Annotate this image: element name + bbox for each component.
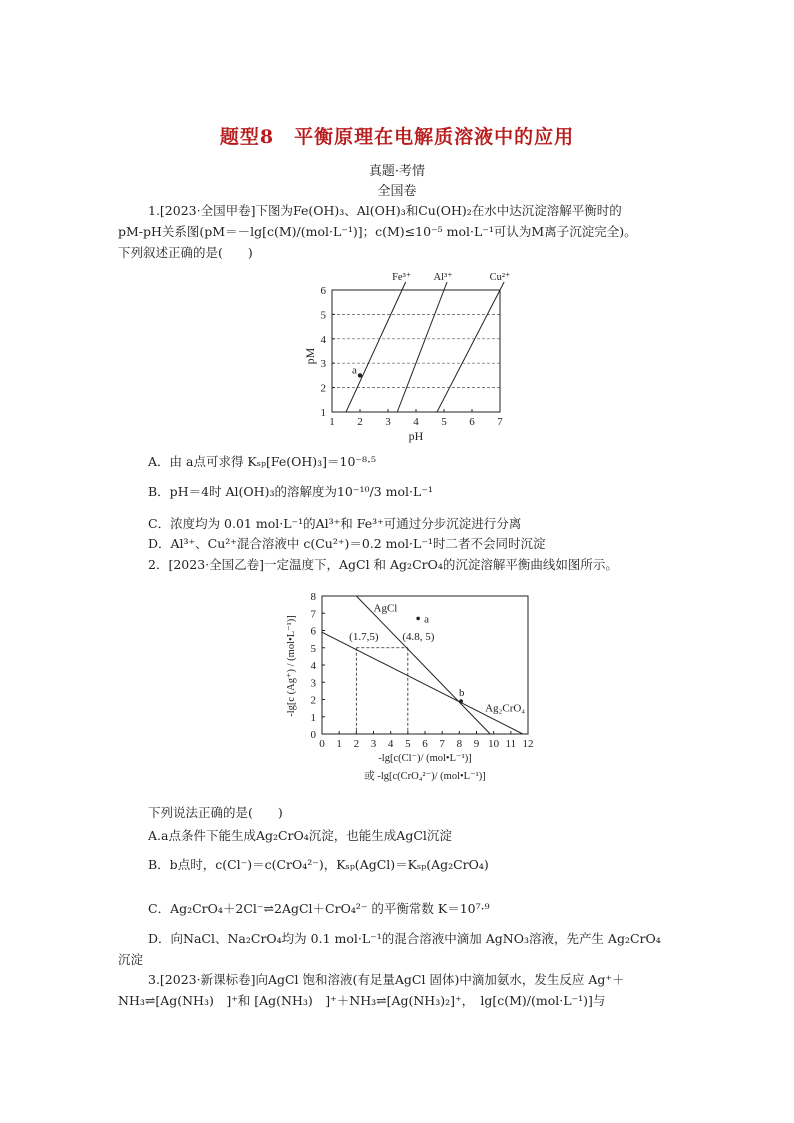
c1-series-line [346,290,402,412]
ksp-curve-chart [282,588,544,788]
c2-xtick-label: 3 [370,738,377,750]
c2-ytick-label: 6 [310,625,316,638]
c2-coord-label-2: (4.8, 5) [402,630,435,643]
c2-xtick-label: 7 [439,738,445,750]
c1-series-label: Al³⁺ [433,272,453,283]
q3-line1: 3.[2023·新课标卷]向AgCl 饱和溶液(有足量AgCl 固体)中滴加氨水，发生反应 Ag⁺＋ [148,972,625,987]
c1-series-ext [402,282,406,290]
c2-ytick-label: 7 [310,608,316,621]
c2-xtick-label: 2 [353,738,360,750]
q3-line2: NH₃⇌[Ag(NH₃) ]⁺和 [Ag(NH₃) ]⁺＋NH₃⇌[Ag(NH₃)₂]⁺， lg[c(M)/(mol·L⁻¹)]与 [118,993,606,1008]
c1-series-ext [444,282,447,290]
c2-ytick-label: 2 [310,694,316,707]
c1-series-line [397,290,444,412]
c2-ylabel: -lg[c (Ag⁺) / (mol•L⁻¹)] [286,615,297,717]
c2-xtick-label: 4 [387,738,394,750]
q1-option-a: A．由 a点可求得 Kₛₚ[Fe(OH)₃]＝10⁻⁸·⁵ [148,454,377,469]
c2-point-a-label: a [424,613,430,626]
c2-xtick-label: 6 [422,738,428,750]
c2-ytick-label: 4 [310,660,316,672]
c2-ytick-label: 1 [310,711,316,724]
c1-xtick-label: 1 [329,416,335,428]
c1-xlabel: pH [408,429,424,443]
c1-series-ext [500,282,504,290]
c2-point-a [416,617,420,621]
c1-xtick-label: 2 [357,416,363,428]
section-subtitle-2: 全国卷 [377,184,417,199]
q2-option-c: C．Ag₂CrO₄＋2Cl⁻⇌2AgCl＋CrO₄²⁻ 的平衡常数 K＝10⁷·⁹ [148,901,490,916]
c2-ytick-label: 0 [310,729,316,741]
c2-xtick-label: 0 [319,738,325,750]
c1-ylabel: pM [303,347,317,365]
c1-ytick-label: 3 [320,358,326,371]
c2-xlabel-2: 或 -lg[c(CrO₄²⁻)/ (mol•L⁻¹)] [364,771,486,782]
q1-line3: 下列叙述正确的是( ) [118,245,253,260]
c2-xtick-label: 5 [405,738,411,750]
c2-ytick-label: 8 [310,591,316,603]
c1-xtick-label: 3 [385,416,391,428]
c1-plot-frame [332,290,500,412]
c1-ytick-label: 2 [320,382,326,395]
q2-line1: 2．[2023·全国乙卷]一定温度下，AgCl 和 Ag₂CrO₄的沉淀溶解平衡曲线如图所示。 [148,557,618,572]
q2-option-a: A.a点条件下能生成Ag₂CrO₄沉淀，也能生成AgCl沉淀 [148,828,452,843]
c1-ytick-label: 4 [320,333,326,346]
c2-xtick-label: 8 [456,738,463,750]
c2-xtick-label: 1 [336,738,342,750]
c1-xtick-label: 5 [441,416,447,428]
c1-ytick-label: 1 [320,407,326,419]
c2-xlabel-1: -lg[c(Cl⁻)/ (mol•L⁻¹)] [378,753,472,764]
c2-ytick-label: 5 [310,642,316,655]
c1-ytick-label: 5 [320,309,326,322]
c1-series-label: Fe³⁺ [392,272,412,283]
c2-coord-label-1: (1.7,5) [349,630,379,643]
q1-option-c: C．浓度均为 0.01 mol·L⁻¹的Al³⁺和 Fe³⁺可通过分步沉淀进行分离 [148,516,522,531]
c1-point-a [358,373,362,377]
c2-ytick-label: 3 [310,677,316,690]
c1-series-line [437,290,500,412]
c2-series-line [322,632,526,734]
q2-option-d-line1: D．向NaCl、Na₂CrO₄均为 0.1 mol·L⁻¹的混合溶液中滴加 AgNO₃溶液，先产生 Ag₂CrO₄ [148,931,661,946]
q2-option-d-line2: 沉淀 [118,952,144,967]
section-subtitle: 真题·考情 [368,164,426,179]
q1-option-d: D．Al³⁺、Cu²⁺混合溶液中 c(Cu²⁺)＝0.2 mol·L⁻¹时二者不会同时沉淀 [148,536,546,551]
c1-xtick-label: 7 [497,416,503,428]
c1-point-label: a [352,364,357,377]
page-title: 题型8 平衡原理在电解质溶液中的应用 [219,126,575,148]
q2-stem: 下列说法正确的是( ) [148,805,283,820]
q1-line2: pM-pH关系图(pM＝－lg[c(M)/(mol·L⁻¹)]；c(M)≤10⁻⁵ mol·L⁻¹可认为M离子沉淀完全)。 [118,224,637,239]
c1-ytick-label: 6 [320,285,326,297]
c1-gridlines [332,314,500,387]
c2-xtick-label: 9 [473,738,480,750]
q2-option-b: B．b点时，c(Cl⁻)＝c(CrO₄²⁻)，Kₛₚ(AgCl)＝Kₛₚ(Ag₂CrO₄) [148,857,489,872]
c2-point-b [459,699,463,703]
c2-xtick-label: 10 [488,738,500,750]
c1-xtick-label: 4 [413,416,419,428]
c2-series-label-agcl: AgCl [373,602,398,615]
c2-xtick-label: 12 [522,738,534,750]
q1-option-b: B．pH＝4时 Al(OH)₃的溶解度为10⁻¹⁰/3 mol·L⁻¹ [148,484,433,499]
pm-ph-chart [300,268,540,448]
c2-point-b-label: b [459,687,465,700]
c1-xtick-label: 6 [469,416,475,428]
c1-series-label: Cu²⁺ [489,272,511,283]
q1-line1: 1.[2023·全国甲卷]下图为Fe(OH)₃、Al(OH)₃和Cu(OH)₂在水中达沉淀溶解平衡时的 [148,203,622,218]
c2-xtick-label: 11 [505,738,517,750]
c2-series-label-ag2cro4: Ag₂CrO₄ [485,702,526,715]
